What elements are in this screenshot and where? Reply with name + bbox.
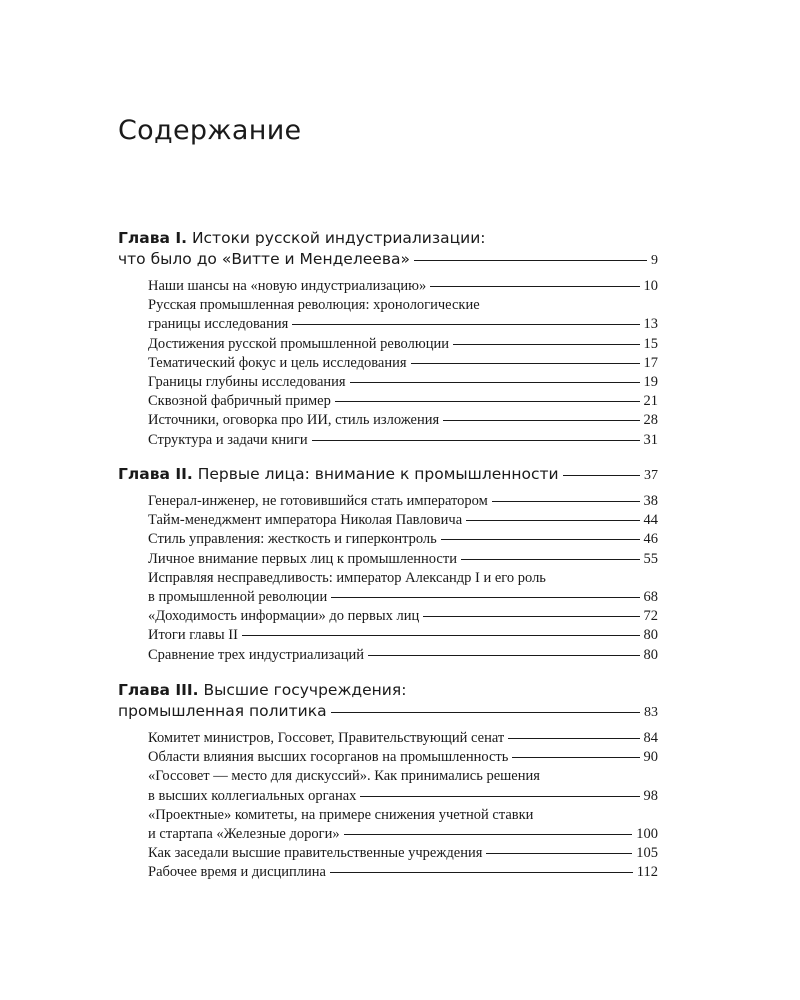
toc-entry[interactable]: [148, 646, 658, 665]
toc-entry-line: [148, 626, 658, 645]
toc-entry[interactable]: [148, 354, 658, 373]
toc-entry[interactable]: [148, 277, 658, 296]
toc-entry-line: [148, 825, 658, 844]
leader-line: [330, 872, 633, 873]
toc-entry-line: [148, 354, 658, 373]
toc-entry-page: 10: [643, 278, 658, 294]
chapter-heading-line: [118, 464, 658, 486]
toc-entry-title: Источники, оговорка про ИИ, стиль изложения: [148, 412, 440, 429]
toc-chapter-2: [118, 464, 658, 665]
toc-entry-title: в высших коллегиальных органах: [148, 787, 357, 804]
chapter-heading[interactable]: [118, 680, 658, 723]
chapter-heading[interactable]: [118, 464, 658, 486]
toc-entry-title: Тематический фокус и цель исследования: [148, 354, 407, 371]
toc-entry-title: границы исследования: [148, 316, 289, 333]
toc-entry-title: в промышленной революции: [148, 589, 328, 606]
toc-entry-line: «Госсовет — место для дискуссий». Как принимались решения: [148, 768, 540, 785]
toc-entry-page: 112: [636, 864, 658, 881]
toc-entry-line: [148, 844, 658, 863]
toc-entry-title: Сравнение трех индустриализаций: [148, 646, 364, 663]
toc-entry[interactable]: [148, 373, 658, 392]
leader-line: [453, 344, 640, 345]
leader-line: [441, 539, 640, 540]
toc-entry-line: [148, 373, 658, 392]
toc-entry-page: 80: [643, 627, 658, 644]
toc-entry-line: [148, 607, 658, 626]
toc-entry-line: [148, 863, 658, 882]
toc-entry-line: [148, 392, 658, 411]
leader-line: [423, 616, 639, 617]
toc-entry-page: 84: [643, 730, 658, 746]
leader-line: [512, 757, 639, 758]
toc-entry-title: Достижения русской промышленной революции: [148, 335, 449, 352]
leader-line: [344, 834, 633, 835]
toc-entry[interactable]: [148, 729, 658, 748]
leader-line: [492, 501, 640, 502]
toc-entry[interactable]: [148, 411, 658, 430]
toc-entry[interactable]: [148, 392, 658, 411]
toc-entry-page: 46: [643, 531, 658, 548]
leader-line: [368, 655, 640, 656]
toc-entry[interactable]: [148, 863, 658, 882]
leader-line: [331, 712, 640, 713]
toc-entry-page: 19: [643, 374, 658, 391]
leader-line: [443, 420, 639, 421]
chapter-number: Глава I.: [118, 229, 188, 247]
leader-line: [312, 440, 640, 441]
toc-entry-page: 55: [643, 550, 658, 567]
toc-entry[interactable]: [148, 844, 658, 863]
toc-entry-page: 90: [643, 749, 658, 766]
toc-entry[interactable]: [148, 626, 658, 645]
toc-entry-page: 21: [643, 393, 658, 410]
leader-line: [430, 286, 639, 287]
toc-entry[interactable]: [148, 431, 658, 450]
toc-entry-line: [148, 335, 658, 354]
toc-entry-line: [148, 511, 658, 530]
toc-entry-title: Области влияния высших госорганов на промышленность: [148, 749, 509, 766]
toc-chapter-3: [118, 680, 658, 883]
toc-entry[interactable]: [148, 335, 658, 354]
leader-line: [486, 853, 632, 854]
toc-entry-line: [148, 748, 658, 767]
toc-entry-line: Русская промышленная революция: хронологические: [148, 297, 480, 314]
chapter-title: [118, 464, 559, 485]
toc-entry-title: Личное внимание первых лиц к промышленности: [148, 550, 457, 567]
toc-entry[interactable]: [148, 296, 658, 334]
chapter-heading-line: [118, 701, 658, 723]
page-title: Содержание: [118, 115, 302, 146]
leader-line: [411, 363, 640, 364]
toc-entry-page: 44: [643, 512, 658, 529]
section-list: [148, 492, 658, 665]
toc-entry-page: 68: [643, 589, 658, 606]
leader-line: [292, 324, 639, 325]
toc-entry-title: Комитет министров, Госсовет, Правительствующий сенат: [148, 730, 505, 746]
section-list: [148, 729, 658, 883]
chapter-number: Глава III.: [118, 681, 199, 699]
leader-line: [508, 738, 639, 739]
toc-entry-page: 28: [643, 412, 658, 429]
toc-entry-title: Структура и задачи книги: [148, 431, 308, 448]
chapter-page-number: 9: [651, 253, 658, 268]
chapter-heading-line: [118, 228, 658, 249]
section-list: [148, 277, 658, 450]
toc-entry-line: [148, 646, 658, 665]
toc-entry[interactable]: [148, 550, 658, 569]
toc-entry-page: 105: [636, 845, 658, 862]
leader-line: [242, 635, 640, 636]
toc-entry[interactable]: [148, 748, 658, 767]
toc-entry[interactable]: [148, 767, 658, 805]
toc-entry[interactable]: [148, 530, 658, 549]
toc-entry-page: 15: [643, 335, 658, 352]
toc-entry-page: 17: [643, 354, 658, 371]
toc-entry[interactable]: [148, 607, 658, 626]
toc-entry-title: Сквозной фабричный пример: [148, 393, 331, 410]
toc-entry-line: [148, 411, 658, 430]
chapter-heading-line: [118, 249, 658, 271]
toc-entry-title: Как заседали высшие правительственные учреждения: [148, 845, 483, 862]
toc-entry-line: [148, 729, 658, 748]
toc-entry-page: 13: [643, 316, 658, 333]
chapter-page-number: 83: [644, 705, 658, 720]
toc-entry-line: [148, 530, 658, 549]
toc-entry-title: Границы глубины исследования: [148, 374, 346, 391]
toc-entry-page: 80: [643, 646, 658, 663]
toc-entry[interactable]: [148, 569, 658, 607]
toc-entry-line: [148, 431, 658, 450]
toc-entry-line: [148, 492, 658, 511]
toc-entry-title: Наши шансы на «новую индустриализацию»: [148, 278, 427, 294]
chapter-heading-line: [118, 680, 658, 701]
leader-line: [461, 559, 640, 560]
toc-entry-line: [148, 315, 658, 334]
toc-chapter-1: [118, 228, 658, 450]
toc-entry-title: и стартапа «Железные дороги»: [148, 826, 340, 843]
toc-entry-line: Исправляя несправедливость: император Александр I и его роль: [148, 569, 546, 586]
toc-entry-title: Итоги главы II: [148, 627, 238, 644]
chapter-title-cont: промышленная политика: [118, 702, 327, 720]
toc-entry-page: 31: [643, 431, 658, 448]
toc-entry-line: [148, 588, 658, 607]
chapter-page-number: 37: [644, 468, 658, 483]
leader-line: [350, 382, 640, 383]
toc-entry[interactable]: [148, 492, 658, 511]
toc-entry-page: 98: [643, 787, 658, 804]
toc-entry-title: Тайм-менеджмент императора Николая Павловича: [148, 512, 463, 529]
toc-entry-title: Стиль управления: жесткость и гиперконтроль: [148, 531, 437, 548]
toc-entry-title: Рабочее время и дисциплина: [148, 864, 326, 881]
toc-entry-line: «Проектные» комитеты, на примере снижения учетной ставки: [148, 806, 534, 823]
leader-line: [360, 796, 639, 797]
toc-entry-title: Генерал-инженер, не готовившийся стать императором: [148, 493, 488, 509]
leader-line: [563, 475, 640, 476]
toc-entry-line: [148, 787, 658, 806]
toc-entry-page: 100: [636, 826, 658, 843]
leader-line: [414, 260, 647, 261]
toc-entry-page: 38: [643, 493, 658, 509]
leader-line: [331, 597, 639, 598]
toc-entry[interactable]: [148, 806, 658, 844]
chapter-title-cont: что было до «Витте и Менделеева»: [118, 250, 410, 268]
leader-line: [466, 520, 639, 521]
chapter-title: Высшие госучреждения:: [198, 681, 407, 699]
toc-entry[interactable]: [148, 511, 658, 530]
toc-entry-title: «Доходимость информации» до первых лиц: [148, 608, 420, 625]
toc-entry-line: [148, 550, 658, 569]
toc-entry-page: 72: [643, 608, 658, 625]
chapter-title-text: Первые лица: внимание к промышленности: [192, 465, 559, 483]
chapter-number: Глава II.: [118, 465, 193, 483]
chapter-title: Истоки русской индустриализации:: [187, 229, 486, 247]
toc-entry-line: [148, 277, 658, 296]
chapter-heading[interactable]: [118, 228, 658, 271]
leader-line: [335, 401, 640, 402]
